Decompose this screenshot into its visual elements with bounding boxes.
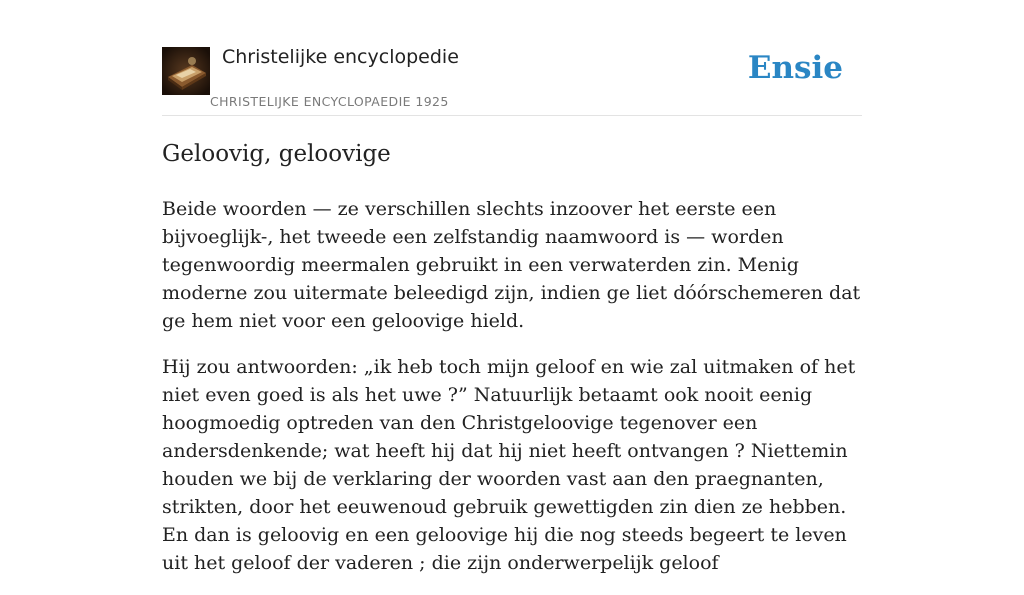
source-avatar[interactable] [162, 47, 210, 95]
source-header [162, 44, 862, 116]
header-divider [162, 115, 862, 116]
article [162, 138, 862, 595]
book-cover-icon [162, 47, 210, 95]
brand-logo[interactable]: Ensie [747, 50, 843, 86]
article-paragraph: Beide woorden — ze verschillen slechts inzoover het eerste een bijvoeglijk-, het tweede een zelfstandig naamwoord is — worden tegenwoordig meermalen gebruikt in een verwaterden zin. Menig moderne zou uitermate beleedigd zijn, indien ge liet dóórschemeren dat ge hem niet voor een geloovige hield. [162, 198, 861, 332]
source-title[interactable]: Christelijke encyclopedie [222, 46, 459, 68]
article-paragraph: Hij zou antwoorden: „ik heb toch mijn geloof en wie zal uitmaken of het niet even goed is als het uwe ?” Natuurlijk betaamt ook nooit eenig hoogmoedig optreden van den Christgeloovige tegenover een andersdenkende; wat heeft hij dat hij niet heeft ontvangen ? Niettemin houden we bij de verklaring der woorden vast aan den praegnanten, strikten, door het eeuwenoud gebruik gewettigden zin dien ze hebben. En dan is geloovig en een geloovige hij die nog steeds begeert te leven uit het geloof der vaderen ; die zijn onderwerpelijk geloof [162, 356, 856, 574]
source-subtitle: CHRISTELIJKE ENCYCLOPAEDIE 1925 [210, 94, 449, 109]
article-title: Geloovig, geloovige [162, 141, 391, 167]
